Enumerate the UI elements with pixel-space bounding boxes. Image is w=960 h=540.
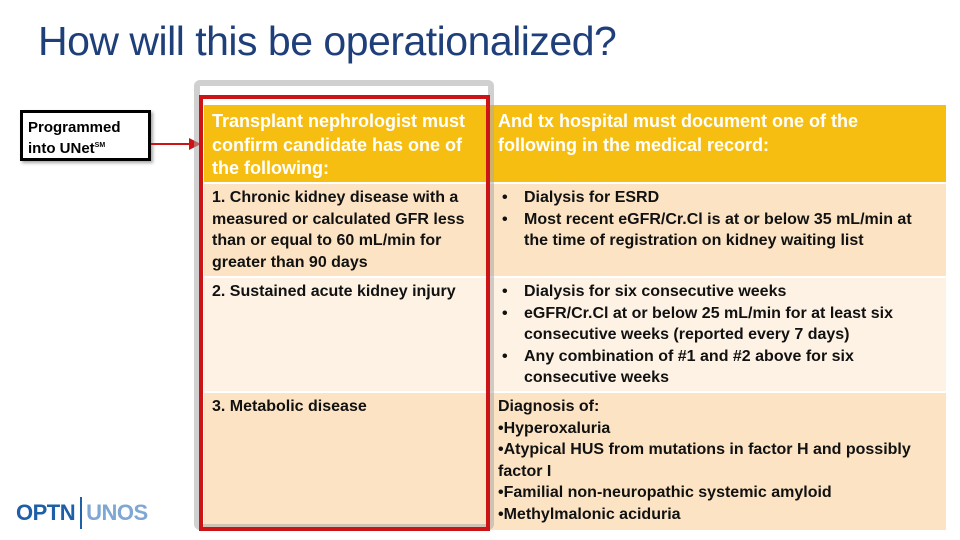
row1-left bbox=[204, 184, 492, 276]
row1-bullet-list bbox=[498, 187, 938, 252]
list-item: •Atypical HUS from mutations in factor H and possibly factor I bbox=[498, 441, 911, 480]
list-item: •Methylmalonic aciduria bbox=[498, 505, 681, 523]
slide-title: How will this be operationalized? bbox=[38, 18, 617, 64]
row2-left bbox=[204, 278, 492, 391]
logo-optn: OPTN bbox=[16, 500, 76, 525]
programmed-callout bbox=[20, 110, 151, 161]
list-item: • Most recent eGFR/Cr.Cl is at or below 35 mL/min at the time of registration on kidney waiting list bbox=[498, 209, 938, 252]
row3-right bbox=[492, 393, 946, 530]
optn-unos-logo bbox=[16, 496, 148, 530]
header-right-text: And tx hospital must document one of the following in the medical record: bbox=[498, 111, 858, 155]
logo-divider bbox=[80, 497, 82, 529]
logo-unos: UNOS bbox=[86, 500, 148, 525]
callout-line2-text: into UNet bbox=[28, 140, 95, 157]
list-item: •Familial non-neuropathic systemic amyloid bbox=[498, 484, 832, 501]
callout-line2 bbox=[28, 137, 144, 158]
row2-bullet-list bbox=[498, 281, 938, 389]
row2-criterion: 2. Sustained acute kidney injury bbox=[212, 283, 456, 300]
callout-line1: Programmed bbox=[28, 119, 121, 136]
arrow-icon bbox=[151, 137, 201, 151]
list-item: • Dialysis for six consecutive weeks bbox=[498, 281, 938, 303]
row1-right bbox=[492, 184, 946, 276]
service-mark: SM bbox=[94, 142, 106, 149]
list-item: •Hyperoxaluria bbox=[498, 419, 611, 437]
list-item: • Dialysis for ESRD bbox=[498, 187, 938, 209]
header-left bbox=[204, 105, 492, 182]
row3-criterion: 3. Metabolic disease bbox=[212, 398, 367, 415]
header-right bbox=[492, 105, 946, 182]
header-left-text: Transplant nephrologist must confirm candidate has one of the following: bbox=[212, 111, 466, 178]
row1-criterion: 1. Chronic kidney disease with a measured or calculated GFR less than or equal to 60 mL/min for greater than 90 days bbox=[212, 189, 465, 271]
row3-left bbox=[204, 393, 492, 530]
row2-right bbox=[492, 278, 946, 391]
list-item: • Any combination of #1 and #2 above for six consecutive weeks bbox=[498, 346, 938, 389]
list-item: • eGFR/Cr.Cl at or below 25 mL/min for at least six consecutive weeks (reported every 7 days) bbox=[498, 303, 938, 346]
diagnosis-heading: Diagnosis of: bbox=[498, 398, 600, 415]
